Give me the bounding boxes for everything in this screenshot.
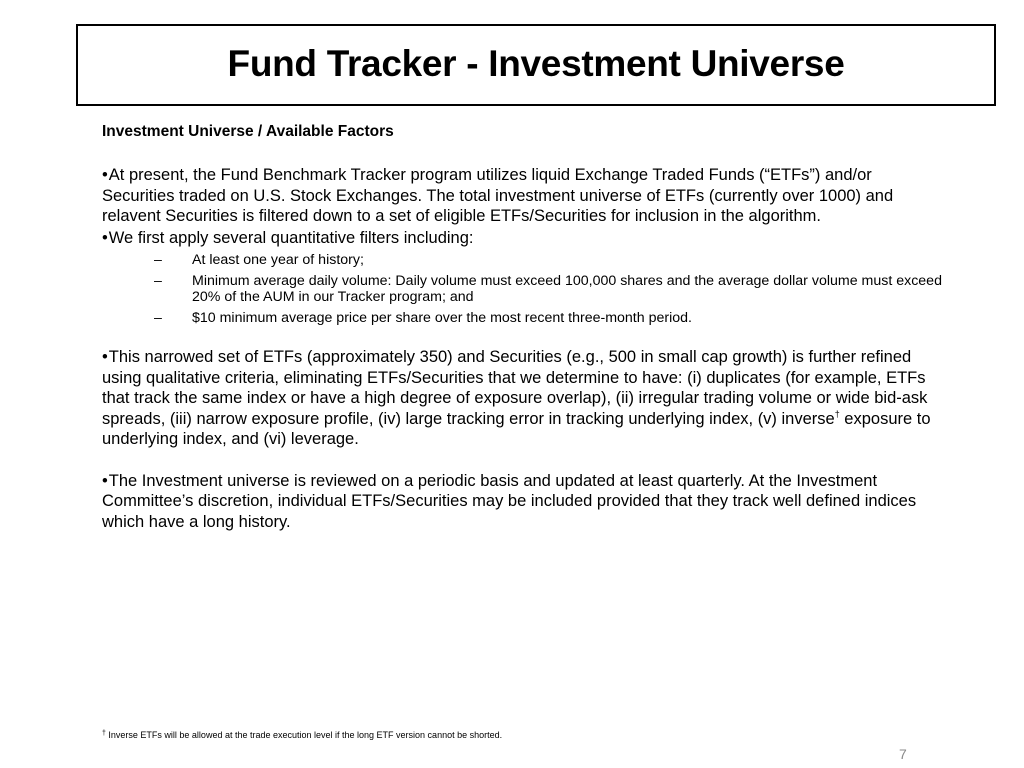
dash-icon: – (154, 310, 162, 326)
bullet-paragraph-1 (102, 165, 942, 227)
footnote-text: Inverse ETFs will be allowed at the trade execution level if the long ETF version cannot be shorted. (105, 730, 503, 740)
footnote-dagger-marker: † (102, 730, 106, 737)
list-item (102, 273, 942, 305)
dash-icon: – (154, 252, 162, 268)
dagger-footnote-marker: † (834, 408, 840, 419)
title-box (76, 24, 996, 106)
bullet-paragraph-3 (102, 347, 942, 450)
bullet-icon: • (102, 228, 108, 247)
bullet-paragraph-2 (102, 228, 942, 249)
paragraph-3-text-part-2: exposure to underlying index, and (vi) leverage. (102, 409, 931, 448)
paragraph-2-text: We first apply several quantitative filters including: (108, 228, 474, 247)
slide-title: Fund Tracker - Investment Universe (227, 43, 845, 84)
list-item (102, 310, 942, 326)
section-subheading: Investment Universe / Available Factors (102, 123, 394, 140)
paragraph-3-text-part-1: This narrowed set of ETFs (approximately 350) and Securities (e.g., 500 in small cap growth) is further refined using qualitative criteria, eliminating ETFs/Securities that we determine to have: (i) duplicates (for example, ETFs that track the same index or have a high degree of exposure overlap), (ii) irregular trading volume or wide bid-ask spreads, (iii) narrow exposure profile, (iv) large tracking error in tracking underlying index, (v) inverse (102, 348, 928, 428)
slide-body (102, 121, 942, 532)
quantitative-filters-list (102, 252, 942, 326)
paragraph-4-text: The Investment universe is reviewed on a periodic basis and updated at least quarterly. At the Investment Committee’s discretion, individual ETFs/Securities may be included provided that they track well defined indices which have a long history. (102, 471, 917, 531)
footnote (102, 729, 502, 741)
list-item (102, 252, 942, 268)
bullet-paragraph-4 (102, 471, 942, 533)
bullet-icon: • (102, 471, 108, 490)
filter-text: Minimum average daily volume: Daily volume must exceed 100,000 shares and the average dollar volume must exceed 20% of the AUM in our Tracker program; and (192, 273, 942, 305)
dash-icon: – (154, 273, 162, 289)
bullet-icon: • (102, 166, 108, 184)
page-number: 7 (899, 746, 907, 762)
paragraph-1-text: At present, the Fund Benchmark Tracker program utilizes liquid Exchange Traded Funds (“ETFs”) and/or Securities traded on U.S. Stock Exchanges. The total investment universe of ETFs (currently over 1000) and relavent Securities is filtered down to a set of eligible ETFs/Securities for inclusion in the algorithm. (102, 166, 894, 225)
filter-text: At least one year of history; (192, 252, 364, 268)
filter-text: $10 minimum average price per share over the most recent three-month period. (192, 310, 692, 326)
bullet-icon: • (102, 348, 108, 366)
